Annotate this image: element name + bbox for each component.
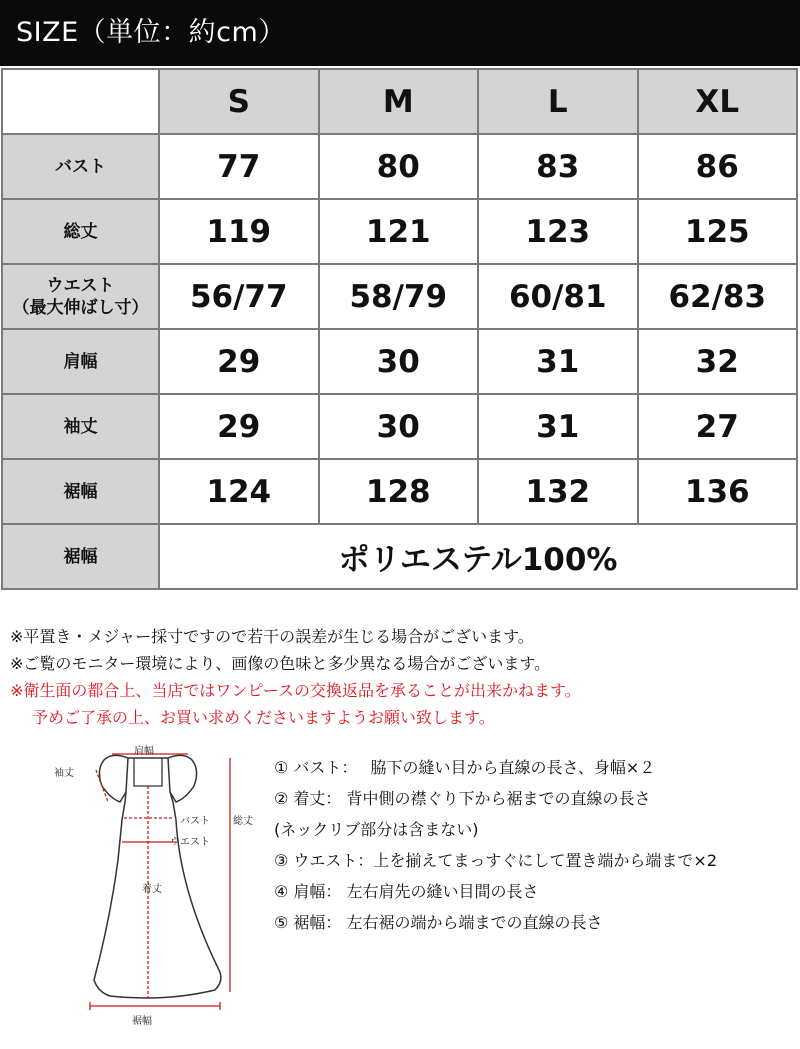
definition-line: ④ 肩幅： 左右肩先の縫い目間の長さ [274, 882, 539, 901]
table-cell: 77 [159, 134, 319, 199]
table-cell: 86 [638, 134, 798, 199]
row-label: 裾幅 [2, 459, 159, 524]
definition-line: ① バスト： 脇下の縫い目から直線の長さ、身幅×２ [274, 758, 656, 777]
table-row [2, 459, 797, 524]
table-cell: 56/77 [159, 264, 319, 329]
waist-label: ウエスト [170, 837, 210, 848]
table-corner-cell [2, 69, 159, 134]
row-label: 肩幅 [2, 329, 159, 394]
table-cell: 136 [638, 459, 798, 524]
warning-note-line: 予めご了承の上、お買い求めくださいますようお願い致します。 [32, 708, 495, 727]
table-cell: 121 [319, 199, 479, 264]
table-cell: 29 [159, 394, 319, 459]
size-table [1, 68, 798, 590]
table-row [2, 134, 797, 199]
total-length-label: 総丈 [233, 816, 253, 827]
neckline [134, 758, 162, 786]
material-value: ポリエステル100% [159, 524, 797, 589]
material-row [2, 524, 797, 589]
table-cell: 32 [638, 329, 798, 394]
table-cell: 31 [478, 329, 638, 394]
row-label: 裾幅 [2, 524, 159, 589]
table-cell: 29 [159, 329, 319, 394]
table-row [2, 199, 797, 264]
bust-label: バスト [180, 816, 210, 827]
sleeve-label: 袖丈 [54, 768, 74, 779]
table-cell: 132 [478, 459, 638, 524]
left-sleeve [99, 755, 128, 802]
table-cell: 31 [478, 394, 638, 459]
row-label-line: ウエスト [46, 275, 115, 296]
table-cell: 124 [159, 459, 319, 524]
table-cell: 60/81 [478, 264, 638, 329]
table-cell: 30 [319, 394, 479, 459]
size-header-cell: XL [638, 69, 798, 134]
row-label: バスト [2, 134, 159, 199]
hem-label: 裾幅 [132, 1016, 152, 1027]
table-cell: 80 [319, 134, 479, 199]
definition-line: ② 着丈： 背中側の襟ぐり下から裾までの直線の長さ [274, 789, 651, 808]
row-label-subline: （最大伸ばし寸） [12, 297, 149, 318]
page-title: SIZE（単位：約cm） [0, 0, 800, 66]
notes-block [10, 623, 790, 731]
row-label: 総丈 [2, 199, 159, 264]
shoulder-label: 肩幅 [134, 746, 154, 757]
sleeve-measure-line [96, 770, 108, 802]
measurement-diagram [50, 740, 265, 1040]
table-cell: 123 [478, 199, 638, 264]
note-line: ※平置き・メジャー採寸ですので若干の誤差が生じる場合がございます。 [10, 627, 534, 646]
table-row [2, 329, 797, 394]
table-cell: 125 [638, 199, 798, 264]
size-header-cell: M [319, 69, 479, 134]
note-line: ※ご覧のモニター環境により、画像の色味と多少異なる場合がございます。 [10, 654, 551, 673]
table-cell: 62/83 [638, 264, 798, 329]
row-label [2, 264, 159, 329]
size-header-cell: S [159, 69, 319, 134]
table-cell: 83 [478, 134, 638, 199]
table-cell: 27 [638, 394, 798, 459]
table-row [2, 394, 797, 459]
row-label: 袖丈 [2, 394, 159, 459]
warning-note-line: ※衛生面の都合上、当店ではワンピースの交換返品を承ることが出来かねます。 [10, 681, 581, 700]
dress-outline [94, 758, 221, 998]
measurement-definitions [274, 752, 794, 938]
table-row [2, 264, 797, 329]
definition-line: ③ ウエスト：上を揃えてまっすぐにして置き端から端まで×2 [274, 851, 718, 870]
table-cell: 128 [319, 459, 479, 524]
table-cell: 58/79 [319, 264, 479, 329]
right-sleeve [168, 755, 197, 802]
size-header-cell: L [478, 69, 638, 134]
table-cell: 119 [159, 199, 319, 264]
definition-line: (ネックリブ部分は含まない) [274, 820, 479, 839]
table-cell: 30 [319, 329, 479, 394]
definition-line: ⑤ 裾幅： 左右裾の端から端までの直線の長さ [274, 913, 603, 932]
length-label: 着丈 [142, 884, 162, 895]
size-header-row [2, 69, 797, 134]
